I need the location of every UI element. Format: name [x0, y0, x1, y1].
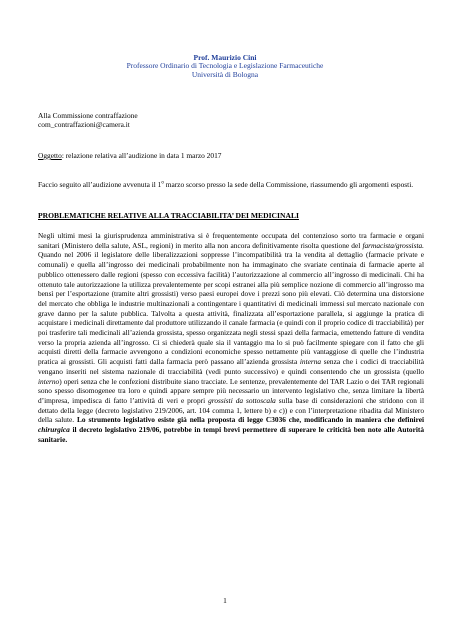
- page-number: 1: [223, 596, 227, 605]
- body-bold-italic: chirurgica: [38, 425, 70, 435]
- intro-text-start: Faccio seguito all’audizione avvenuta il 1: [38, 180, 162, 189]
- body-text-5: sulla base di considerazioni che stridono con il dettato della legge (decreto legislativo 219/2006, art. 104 comma 1, lettere b) e c)) e con l’interpretazione ribadita dal Ministero della salute.: [38, 395, 424, 425]
- body-italic-interno: interno: [38, 376, 60, 386]
- body-italic-interna: interna: [299, 357, 322, 367]
- author-role: Professore Ordinario di Tecnologia e Legislazione Farmaceutiche: [126, 61, 324, 71]
- subject-text: : relazione relativa all’audizione in data 1 marzo 2017: [61, 151, 222, 160]
- body-bold-1: Lo strumento legislativo esiste già nella proposta di legge C3036 che, modificando in maniera che definirei: [77, 415, 424, 425]
- body-text-2: Quando nel 2006 il legislatore delle liberalizzazioni soppresse l’incompatibilità tra la vendita al dettaglio (farmacie private e comunali) e quella all’ingrosso dei medicinali probabilmente non ha immaginato che svariate centinaia di farmacie aperte al pubblico ottenessero dalle regioni (spesso con eccessiva facilità) l’autorizzazione al commercio all’ingrosso di medicinali. Chi ha ottenuto tale autorizzazione la utilizza prevalentemente per scopi estranei alla più semplice nozione di commercio all’ingrosso ma bensì per l’esportazione (tramite altri grossisti) verso paesi europei dove i prezzi sono più elevati. Ciò determina una distorsione del mercato che obbliga le industrie multinazionali a contingentare i quantitativi di medicinali immessi sul mercato nazionale con grave danno per la salute pubblica. Talvolta a questa attività, finalizzata all’esportazione parallela, si aggiunge la pratica di acquistare i medicinali direttamente dal produttore utilizzando il canale farmacia (e quindi con il proprio codice di tracciabilità) per poi trasferire tali medicinali all’azienda grossista, spesso organizzata negli stessi spazi della farmacia, emettendo fatture di vendita verso la propria azienda all’ingrosso. Ci si chiederà quale sia il vantaggio ma lo si può facilmente spiegare con il fatto che gli acquisti diretti della farmacie avvengono a condizioni economiche spesso nettamente più vantaggiose di quelle che l’industria pratica ai grossisti. Gli acquisti fatti dalla farmacia però passano all’azienda grossista: [38, 250, 424, 367]
- recipient-block: [38, 111, 424, 130]
- body-italic-grossisti: grossisti da sottoscala: [208, 395, 276, 405]
- ordinal-superscript: o: [161, 180, 164, 186]
- body-italic-farmacista: farmacista/grossista.: [362, 240, 424, 250]
- body-text-4: ) operi senza che le confezioni distribuite siano tracciate. Le sentenze, prevalentemente del TAR Lazio o dei TAR regionali sono spesso disomogenee tra loro e quindi appare sempre più necessario un intervento legislativo che, senza limitare la libertà d’impresa, impedisca di fatto l’attività di veri e propri: [38, 376, 424, 405]
- body-text-1: Negli ultimi mesi la giurisprudenza amministrativa si è frequentemente occupata del contenzioso sorto tra farmacie e organi sanitari (Ministero della salute, ASL, regioni) in merito alla non ancora definitivamente risolta questione del: [38, 231, 424, 250]
- body-bold-2: il decreto legislativo 219/06, potrebbe in tempi brevi permettere di superare le criticità ben note alle Autorità sanitarie.: [38, 425, 424, 444]
- subject-line: [38, 151, 424, 160]
- intro-paragraph: [38, 180, 424, 189]
- section-title: PROBLEMATICHE RELATIVE ALLA TRACCIABILITA’ DEI MEDICINALI: [38, 211, 299, 220]
- recipient-email: com_contraffazioni@camera.it: [38, 120, 130, 130]
- body-paragraph: [38, 231, 424, 444]
- author-name: Prof. Maurizio Cini: [193, 53, 257, 62]
- letterhead: [0, 54, 450, 79]
- intro-text-end: marzo scorso presso la sede della Commissione, riassumendo gli argomenti esposti.: [163, 180, 414, 189]
- subject-label: Oggetto: [38, 151, 62, 160]
- author-university: Università di Bologna: [191, 69, 259, 79]
- recipient-name: Alla Commissione contraffazione: [38, 111, 138, 120]
- body-text-3: senza che i codici di tracciabilità vengano inseriti nel sistema nazionale di tracciabilità (vedi punto successivo) e quindi consentendo che un grossista (quello: [38, 357, 424, 376]
